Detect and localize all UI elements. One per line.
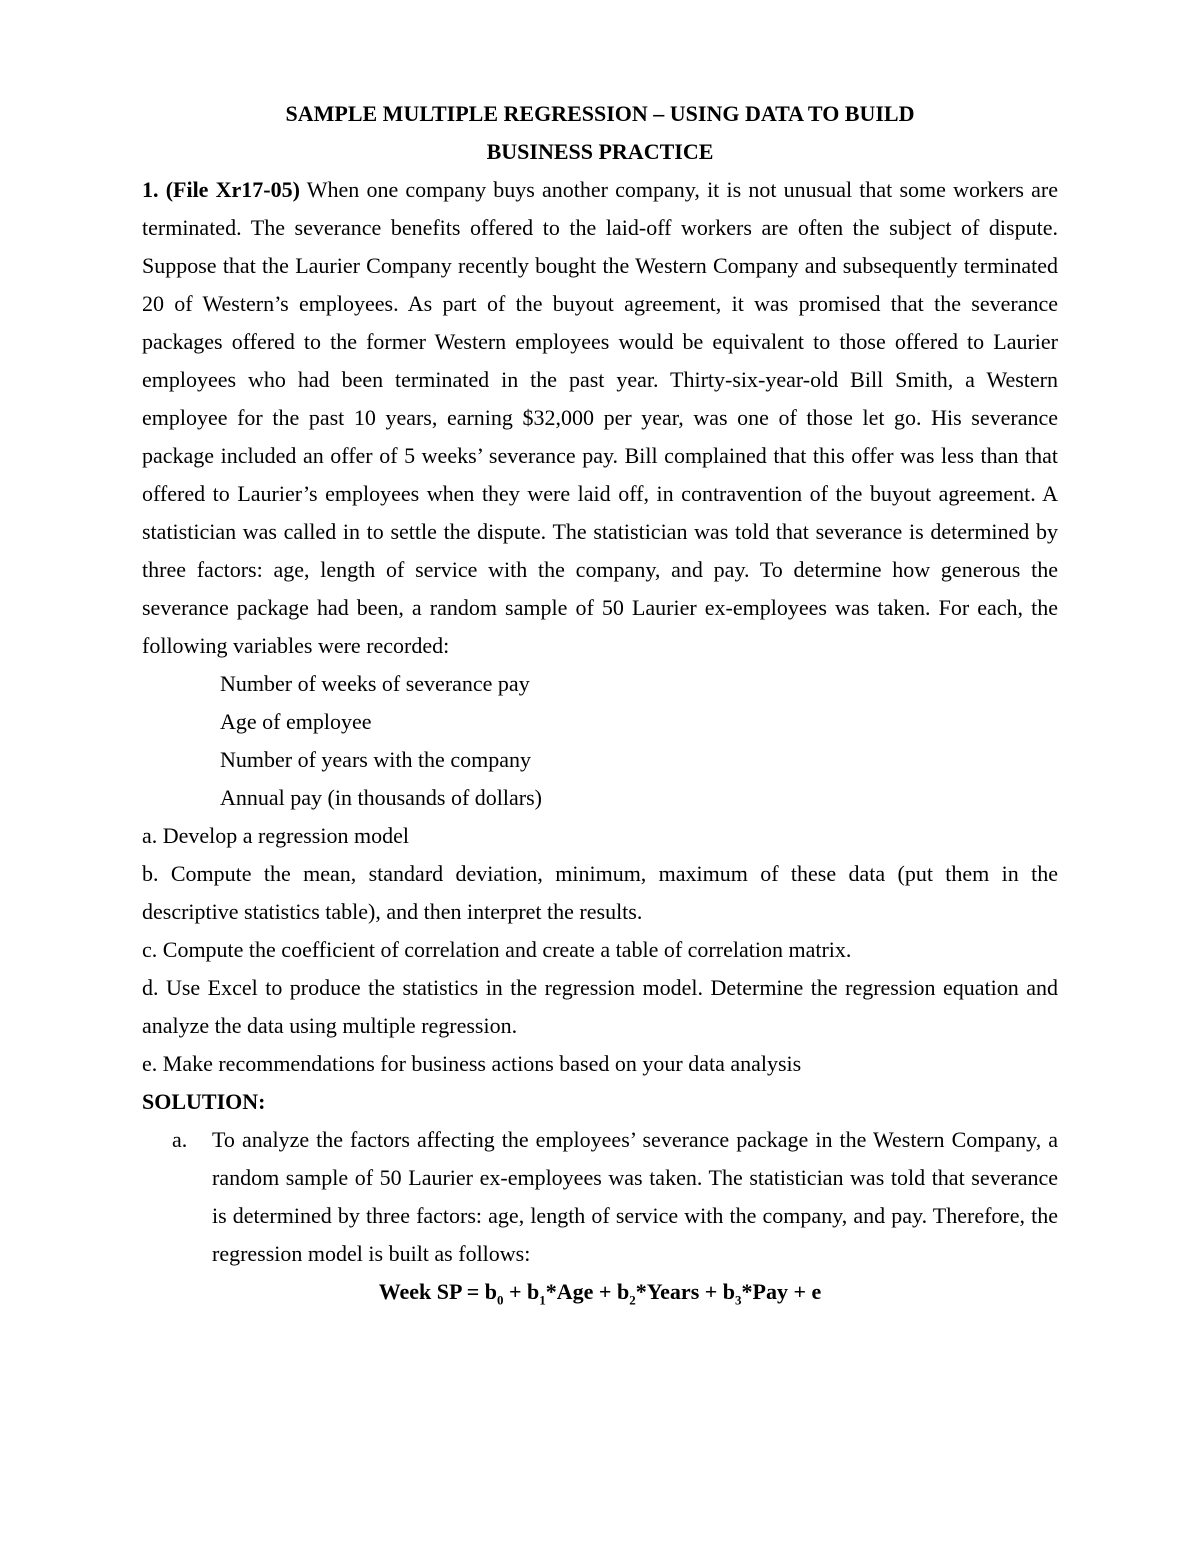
document-title-line-1: SAMPLE MULTIPLE REGRESSION – USING DATA TO BUILD <box>285 101 915 126</box>
equation-part-3: *Years + b <box>635 1279 736 1304</box>
variable-item: Annual pay (in thousands of dollars) <box>220 785 542 810</box>
equation-part-4: *Pay + e <box>741 1279 822 1304</box>
problem-text: When one company buys another company, it is not unusual that some workers are terminated. The severance benefits offered to the laid-off workers are often the subject of dispute. Suppose that the Laurier Company recently bought the Western Company and subsequently terminated 20 of Western’s employees. As part of the buyout agreement, it was promised that the severance packages offered to the former Western employees would be equivalent to those offered to Laurier employees who had been terminated in the past year. Thirty-six-year-old Bill Smith, a Western employee for the past 10 years, earning $32,000 per year, was one of those let go. His severance package included an offer of 5 weeks’ severance pay. Bill complained that this offer was less than that offered to Laurier’s employees when they were laid off, in contravention of the buyout agreement. A statistician was called in to settle the dispute. The statistician was told that severance is determined by three factors: age, length of service with the company, and pay. To determine how generous the severance package had been, a random sample of 50 Laurier ex-employees was taken. For each, the following variables were recorded: <box>142 177 1058 658</box>
variable-item: Age of employee <box>220 709 372 734</box>
solution-text: To analyze the factors affecting the employees’ severance package in the Western Company, a random sample of 50 Laurier ex-employees was taken. The statistician was told that severance is determined by three factors: age, length of service with the company, and pay. Therefore, the regression model is built as follows: <box>212 1127 1058 1266</box>
equation-part-1: + b <box>503 1279 540 1304</box>
variable-item: Number of weeks of severance pay <box>220 671 530 696</box>
solution-heading: SOLUTION: <box>142 1089 266 1114</box>
problem-number: 1. (File Xr17-05) <box>142 177 300 202</box>
question-a: a. Develop a regression model <box>142 823 409 848</box>
question-b: b. Compute the mean, standard deviation, minimum, maximum of these data (put them in the descriptive statistics table), and then interpret the results. <box>142 861 1058 924</box>
equation-lhs: Week SP = b <box>378 1279 497 1304</box>
equation-sub-0: 0 <box>497 1292 504 1308</box>
equation-sub-2: 2 <box>629 1292 636 1308</box>
question-c: c. Compute the coefficient of correlation and create a table of correlation matrix. <box>142 937 852 962</box>
question-e: e. Make recommendations for business actions based on your data analysis <box>142 1051 802 1076</box>
variable-list <box>142 665 1058 817</box>
equation-sub-3: 3 <box>735 1292 742 1308</box>
regression-equation <box>142 1273 1058 1311</box>
document-title-line-2: BUSINESS PRACTICE <box>486 139 714 164</box>
solution-marker: a. <box>172 1127 188 1152</box>
equation-sub-1: 1 <box>539 1292 546 1308</box>
problem-statement <box>142 171 1058 665</box>
question-d: d. Use Excel to produce the statistics in the regression model. Determine the regression equation and analyze the data using multiple regression. <box>142 975 1058 1038</box>
equation-part-2: *Age + b <box>545 1279 630 1304</box>
solution-item-a <box>142 1121 1058 1273</box>
variable-item: Number of years with the company <box>220 747 531 772</box>
document-page <box>142 95 1058 1311</box>
